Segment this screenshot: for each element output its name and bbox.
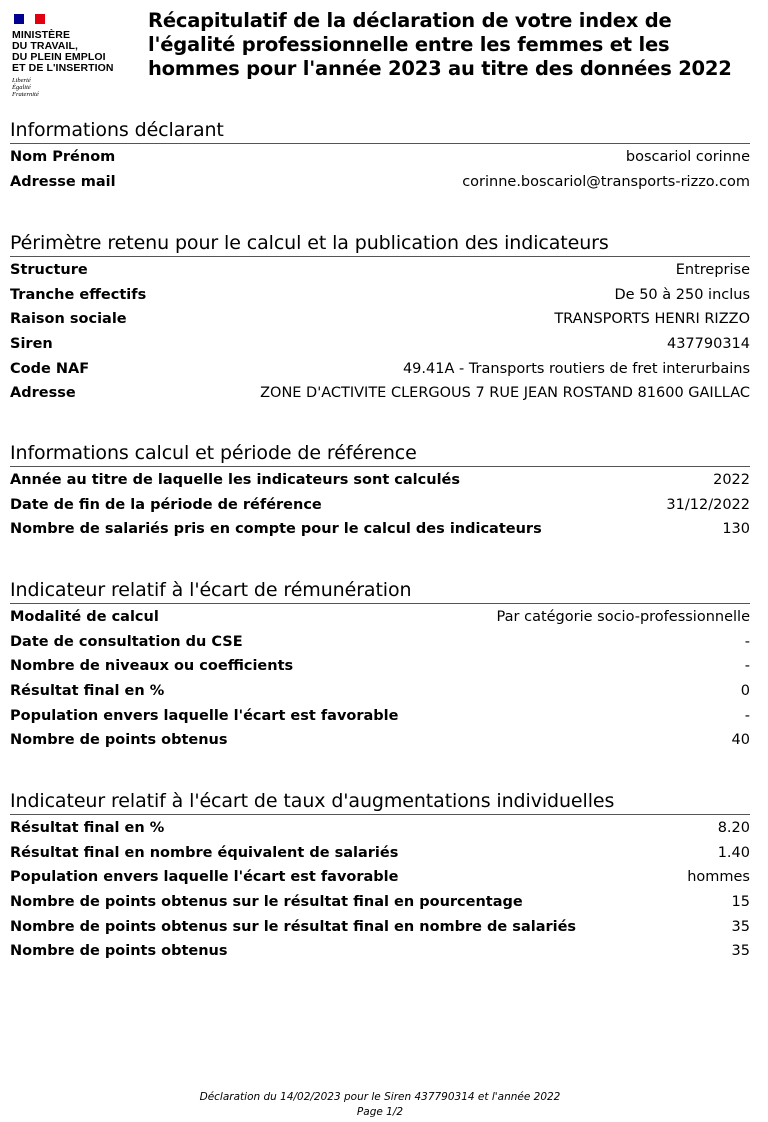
document-header (12, 10, 760, 110)
field-label: Nombre de salariés pris en compte pour le calcul des indicateurs (10, 521, 542, 538)
french-flag-icon (14, 14, 45, 24)
field-row (10, 361, 750, 386)
field-value: 49.41A - Transports routiers de fret interurbains (402, 360, 750, 377)
field-label: Adresse mail (10, 173, 116, 190)
field-label: Code NAF (10, 360, 90, 377)
field-row (10, 609, 750, 634)
field-label: Siren (10, 336, 53, 353)
section-heading: Indicateur relatif à l'écart de rémunération (10, 577, 750, 604)
section-heading: Périmètre retenu pour le calcul et la publication des indicateurs (10, 230, 750, 257)
field-value: 2022 (713, 472, 750, 488)
field-row (10, 919, 750, 944)
field-row (10, 869, 750, 894)
field-label: Population envers laquelle l'écart est favorable (10, 707, 399, 724)
field-value: 40 (731, 732, 750, 749)
field-value: ZONE D'ACTIVITE CLERGOUS 7 RUE JEAN ROSTAND 81600 GAILLAC (260, 385, 750, 402)
field-label: Nombre de points obtenus (10, 943, 228, 960)
field-row (10, 943, 750, 968)
field-row (10, 658, 750, 683)
flag-blue-band (14, 14, 24, 24)
field-value: boscariol corinne (625, 149, 750, 165)
field-label: Date de consultation du CSE (10, 633, 243, 650)
field-value: 1.40 (717, 844, 750, 861)
field-value: 0 (740, 683, 750, 700)
field-row (10, 820, 750, 845)
field-label: Année au titre de laquelle les indicateurs sont calculés (10, 472, 461, 488)
page-number: Page 1/2 (356, 1106, 404, 1118)
field-value: Par catégorie socio-professionnelle (496, 609, 750, 625)
field-value: - (744, 633, 750, 650)
field-label: Tranche effectifs (10, 286, 147, 303)
flag-red-band (35, 14, 45, 24)
field-label: Nombre de points obtenus (10, 732, 228, 749)
field-label: Résultat final en % (10, 683, 165, 700)
field-label: Structure (10, 262, 88, 278)
ministry-name: MINISTÈRE DU TRAVAIL, DU PLEIN EMPLOI ET DE L'INSERTION (12, 29, 114, 74)
field-row (10, 472, 750, 497)
field-label: Nom Prénom (10, 149, 116, 165)
field-value: - (744, 707, 750, 724)
field-value: De 50 à 250 inclus (614, 286, 750, 303)
field-label: Modalité de calcul (10, 609, 159, 625)
field-value: 31/12/2022 (666, 496, 750, 513)
section-informations-declarant (10, 117, 750, 198)
field-value: Entreprise (675, 262, 750, 278)
section-perimetre (10, 230, 750, 410)
republic-motto: Liberté Égalité Fraternité (12, 77, 39, 98)
field-row (10, 174, 750, 199)
field-row (10, 287, 750, 312)
field-row (10, 497, 750, 522)
field-label: Nombre de points obtenus sur le résultat final en nombre de salariés (10, 918, 577, 935)
field-row (10, 894, 750, 919)
field-value: hommes (687, 869, 750, 886)
field-row (10, 634, 750, 659)
field-value: TRANSPORTS HENRI RIZZO (554, 311, 750, 328)
field-row (10, 149, 750, 174)
section-ecart-remuneration (10, 577, 750, 757)
field-label: Adresse (10, 385, 76, 402)
field-row (10, 262, 750, 287)
field-row (10, 311, 750, 336)
field-row (10, 521, 750, 546)
field-row (10, 708, 750, 733)
field-label: Raison sociale (10, 311, 127, 328)
field-label: Date de fin de la période de référence (10, 496, 322, 513)
section-ecart-augmentations (10, 788, 750, 968)
document-title: Récapitulatif de la déclaration de votre index de l'égalité professionnelle entre les femmes et les hommes pour l'année 2023 au titre des données 2022 (148, 9, 732, 80)
field-value: corinne.boscariol@transports-rizzo.com (462, 173, 750, 190)
field-value: 35 (731, 943, 750, 960)
field-label: Nombre de points obtenus sur le résultat final en pourcentage (10, 894, 523, 911)
field-value: 8.20 (717, 820, 750, 836)
field-value: 15 (731, 894, 750, 911)
field-row (10, 732, 750, 757)
section-heading: Informations déclarant (10, 117, 750, 144)
field-row (10, 336, 750, 361)
field-label: Nombre de niveaux ou coefficients (10, 658, 294, 675)
field-label: Résultat final en % (10, 820, 165, 836)
field-row (10, 683, 750, 708)
declaration-info: Déclaration du 14/02/2023 pour le Siren 437790314 et l'année 2022 (199, 1091, 561, 1103)
field-label: Résultat final en nombre équivalent de salariés (10, 844, 399, 861)
flag-white-band (24, 14, 34, 24)
field-label: Population envers laquelle l'écart est favorable (10, 869, 399, 886)
field-value: 437790314 (666, 336, 750, 353)
section-informations-calcul (10, 440, 750, 546)
section-heading: Indicateur relatif à l'écart de taux d'augmentations individuelles (10, 788, 750, 815)
section-heading: Informations calcul et période de référence (10, 440, 750, 467)
field-value: 130 (722, 521, 750, 538)
ministry-logo (12, 14, 137, 98)
field-value: 35 (731, 918, 750, 935)
field-row (10, 845, 750, 870)
field-row (10, 385, 750, 410)
page-footer (0, 1090, 760, 1120)
field-value: - (744, 658, 750, 675)
